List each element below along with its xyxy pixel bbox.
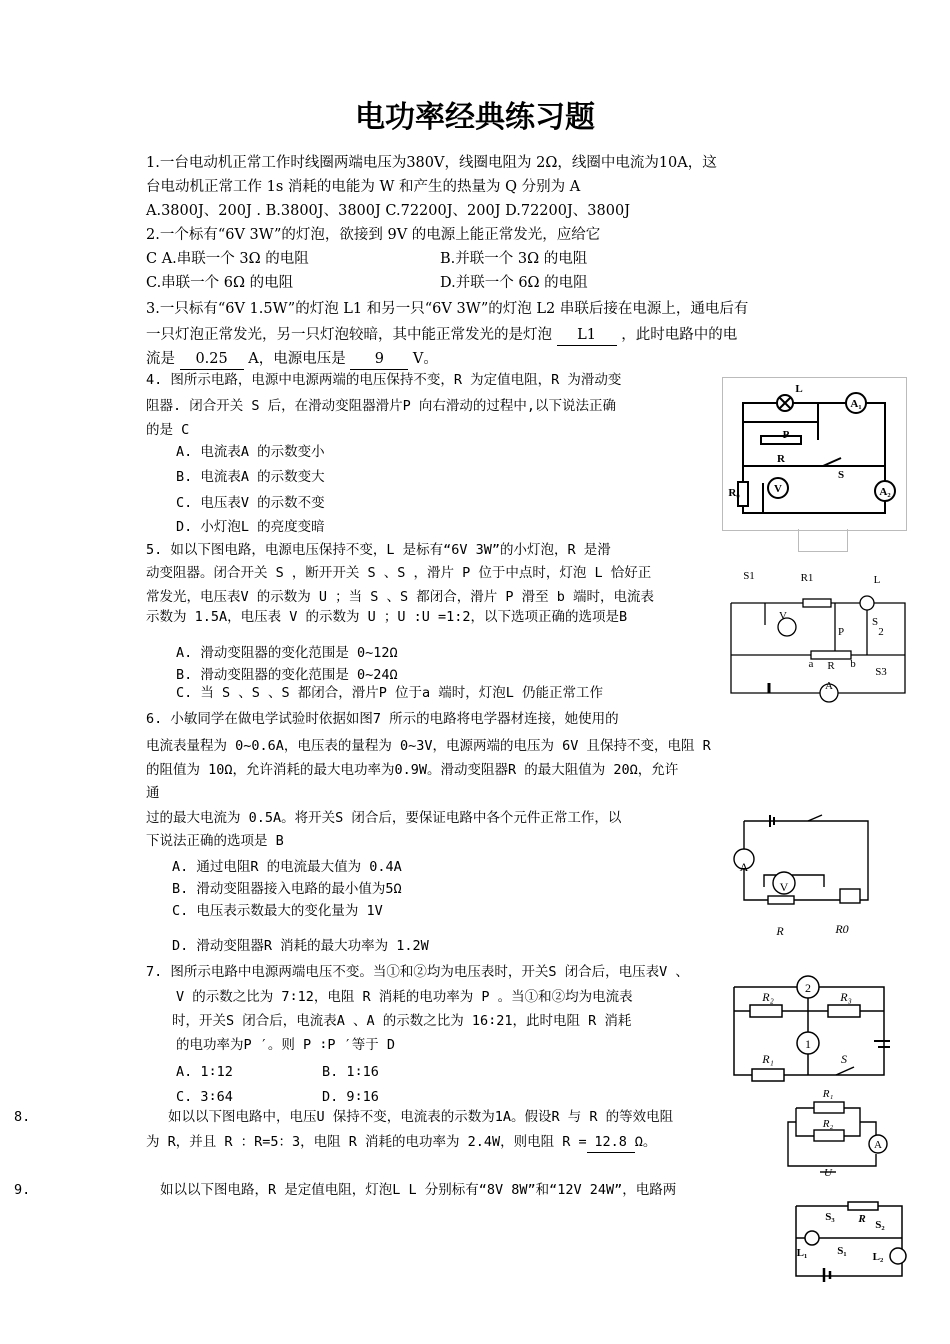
fig7-label: R₁ [762, 1052, 774, 1066]
fig5-label: R1 [800, 572, 814, 584]
q7-line3: 时，开关S 闭合后，电流表A 、A 的示数之比为 16∶21，此时电阻 R 消耗 [172, 1013, 632, 1029]
q4-line1: 4. 图所示电路，电源中电源两端的电压保持不变，R 为定值电阻，R 为滑动变 [146, 372, 622, 388]
q3-line3: 流是 0.25 A，电源电压是 9 V。 [146, 349, 438, 370]
lamp-L-icon [777, 395, 793, 411]
q3-answer-3: 9 [350, 349, 408, 370]
q1-line2: 台电动机正常工作 1s 消耗的电能为 W 和产生的热量为 Q 分别为 A [146, 179, 581, 195]
rheostat-R0-icon [840, 889, 860, 903]
lamp-L-icon [860, 596, 874, 610]
q8-number: 8. [14, 1109, 31, 1125]
q5-line4: 示数为 1.5A，电压表 V 的示数为 U ；U :U =1:2，以下选项正确的选项是B [146, 609, 628, 625]
q5-option-c: C. 当 S 、S 、S 都闭合，滑片P 位于a 端时，灯泡L 仍能正常工作 [176, 685, 604, 701]
fig8-label: R₁ [822, 1088, 834, 1100]
q4-line2: 阻器. 闭合开关 S 后，在滑动变阻器滑片P 向右滑动的过程中,以下说法正确 [146, 398, 617, 414]
q1-options: A.3800J、200J . B.3800J、3800J C.72200J、200J D.72200J、3800J [146, 203, 631, 219]
q8-line1: 如以以下图电路中，电压U 保持不变，电流表的示数为1A。假设R 与 R 的等效电阻 [168, 1109, 674, 1125]
resistor-R2-icon [814, 1130, 844, 1141]
resistor-R1-icon [814, 1102, 844, 1113]
fig4-label: V [774, 483, 782, 495]
fig9-label: R [858, 1213, 866, 1225]
q6-line4: 通 [146, 785, 160, 801]
q7-option-d: D. 9∶16 [322, 1089, 379, 1105]
fig5-label: P [837, 626, 845, 638]
fig7-label: 1 [805, 1037, 811, 1051]
fig9-label: S₃ [825, 1211, 835, 1223]
fig4-label: R₀ [728, 487, 740, 499]
fig8-label: R₂ [822, 1118, 834, 1130]
fig5-label: L [873, 574, 881, 586]
lamp-L1-icon [805, 1231, 819, 1245]
fig5-label: R [827, 660, 835, 672]
fig7-label: 2 [805, 981, 811, 995]
q6-line6: 下说法正确的选项是 B [146, 833, 284, 849]
q7-line2: V 的示数之比为 7∶12，电阻 R 消耗的电功率为 P 。当①和②均为电流表 [176, 989, 633, 1005]
switch-S-icon [823, 458, 841, 466]
q7-option-b: B. 1∶16 [322, 1064, 379, 1080]
q6-option-b: B. 滑动变阻器接入电路的最小值为5Ω [172, 881, 402, 897]
fig7-label: R₂ [762, 990, 774, 1004]
q6-option-d: D. 滑动变阻器R 消耗的最大功率为 1.2W [172, 938, 429, 954]
q7-option-a: A. 1∶12 [176, 1064, 233, 1080]
q7-option-c: C. 3∶64 [176, 1089, 233, 1105]
q6-line2: 电流表量程为 0~0.6A，电压表的量程为 0~3V，电源两端的电压为 6V 且保持不变，电阻 R [146, 738, 711, 754]
q9-line1: 如以以下图电路，R 是定值电阻，灯泡L L 分别标有“8V 8W”和“12V 24W”，电路两 [160, 1182, 677, 1198]
q5-option-a: A. 滑动变阻器的变化范围是 0~12Ω [176, 645, 398, 661]
fig5-label: 2 [878, 626, 884, 638]
q4-circuit-figure [722, 377, 907, 531]
fig4-label: P [782, 429, 790, 441]
q6-option-c: C. 电压表示数最大的变化量为 1V [172, 903, 383, 919]
fig7-label: S [841, 1052, 847, 1066]
q4-line3: 的是 C [146, 422, 190, 438]
q8-answer: 12.8 [587, 1132, 635, 1153]
resistor-R1-icon [803, 599, 831, 607]
fig4-label: R [777, 453, 785, 465]
q8-circuit-figure [780, 1082, 892, 1178]
q2-option-b: B.并联一个 3Ω 的电阻 [440, 251, 588, 267]
fig5-label: a [808, 658, 814, 670]
q6-line1: 6. 小敏同学在做电学试验时依据如图7 所示的电路将电学器材连接，她使用的 [146, 711, 619, 727]
q7-line1: 7. 图所示电路中电源两端电压不变。当①和②均为电压表时，开关S 闭合后，电压表V 、 [146, 964, 689, 980]
resistor-R3-icon [828, 1005, 860, 1017]
resistor-R2-icon [750, 1005, 782, 1017]
fig4-label: A₂ [879, 486, 891, 498]
q3-answer-2: 0.25 [180, 349, 244, 370]
fig5-label: b [850, 658, 856, 670]
fig4-label: A₁ [850, 398, 862, 410]
fig4-label: L [795, 383, 803, 395]
resistor-R1-icon [752, 1069, 784, 1081]
q3-answer-1: L1 [557, 325, 617, 346]
fig5-label: S1 [743, 570, 755, 582]
q2-stem: 2.一个标有“6V 3W”的灯泡，欲接到 9V 的电源上能正常发光，应给它 [146, 227, 601, 243]
q6-line3: 的阻值为 10Ω，允许消耗的最大电功率为0.9W。滑动变阻器R 的最大阻值为 20Ω，允许 [146, 762, 679, 778]
fig5-label: S [871, 616, 879, 628]
q2-option-d: D.并联一个 6Ω 的电阻 [440, 275, 588, 291]
q6-circuit-figure [728, 805, 878, 945]
q5-circuit-figure [725, 565, 915, 705]
fig5-label: A [825, 680, 833, 692]
q4-option-d: D. 小灯泡L 的亮度变暗 [176, 519, 325, 535]
fig9-label: L₁ [796, 1247, 808, 1259]
fig9-label: S₂ [875, 1219, 885, 1231]
fig6-label: A [739, 860, 749, 874]
q5-line2: 动变阻器。闭合开关 S ，断开开关 S 、S ，滑片 P 位于中点时，灯泡 L 恰好正 [146, 565, 652, 581]
fig5-label: S3 [875, 666, 887, 678]
q6-option-a: A. 通过电阻R 的电流最大值为 0.4A [172, 859, 402, 875]
fig5-label: V [779, 610, 787, 622]
lamp-L2-icon [890, 1248, 906, 1264]
q1-line1: 1.一台电动机正常工作时线圈两端电压为380V，线圈电阻为 2Ω，线圈中电流为10A，这 [146, 155, 717, 171]
fig4-label: S [837, 469, 845, 481]
q6-line5: 过的最大电流为 0.5A。将开关S 闭合后，要保证电路中各个元件正常工作，以 [146, 810, 622, 826]
q5-line3: 常发光，电压表V 的示数为 U ；当 S 、S 都闭合，滑片 P 滑至 b 端时，电流表 [146, 589, 655, 605]
fig9-label: L₂ [872, 1251, 884, 1263]
fig6-label: R0 [835, 922, 849, 936]
q3-line2: 一只灯泡正常发光，另一只灯泡较暗，其中能正常发光的是灯泡 L1 ，此时电路中的电 [146, 325, 737, 346]
q5-line1: 5. 如以下图电路，电源电压保持不变，L 是标有“6V 3W”的小灯泡，R 是滑 [146, 542, 611, 558]
q7-line4: 的电功率为P ′。则 P ∶P ′等于 D [176, 1037, 396, 1053]
fig7-label: R₃ [840, 990, 852, 1004]
q3-line1: 3.一只标有“6V 1.5W”的灯泡 L1 和另一只“6V 3W”的灯泡 L2 串联后接在电源上，通电后有 [146, 301, 749, 317]
q2-option-c: C.串联一个 6Ω 的电阻 [146, 275, 294, 291]
q9-number: 9. [14, 1182, 31, 1198]
q5-option-b: B. 滑动变阻器的变化范围是 0~24Ω [176, 667, 398, 683]
q2-option-a: C A.串联一个 3Ω 的电阻 [146, 251, 309, 267]
resistor-R-icon [768, 896, 794, 904]
resistor-R-icon [848, 1202, 878, 1210]
q8-line2: 为 R，并且 R ：R=5：3，电阻 R 消耗的电功率为 2.4W，则电阻 R = 12.8 Ω。 [146, 1132, 656, 1153]
fig9-label: S₁ [837, 1245, 847, 1257]
blank-box [798, 529, 848, 552]
fig6-label: R [776, 924, 784, 938]
page-title: 电功率经典练习题 [355, 100, 595, 135]
q7-circuit-figure [730, 971, 890, 1083]
q4-option-b: B. 电流表A 的示数变大 [176, 469, 325, 485]
fig6-label: V [779, 880, 789, 894]
q4-option-c: C. 电压表V 的示数不变 [176, 495, 325, 511]
q9-circuit-figure [790, 1198, 910, 1284]
fig8-label: U [824, 1167, 832, 1178]
q4-option-a: A. 电流表A 的示数变小 [176, 444, 325, 460]
slider-R-icon [811, 651, 851, 659]
fig8-label: A [874, 1139, 882, 1151]
